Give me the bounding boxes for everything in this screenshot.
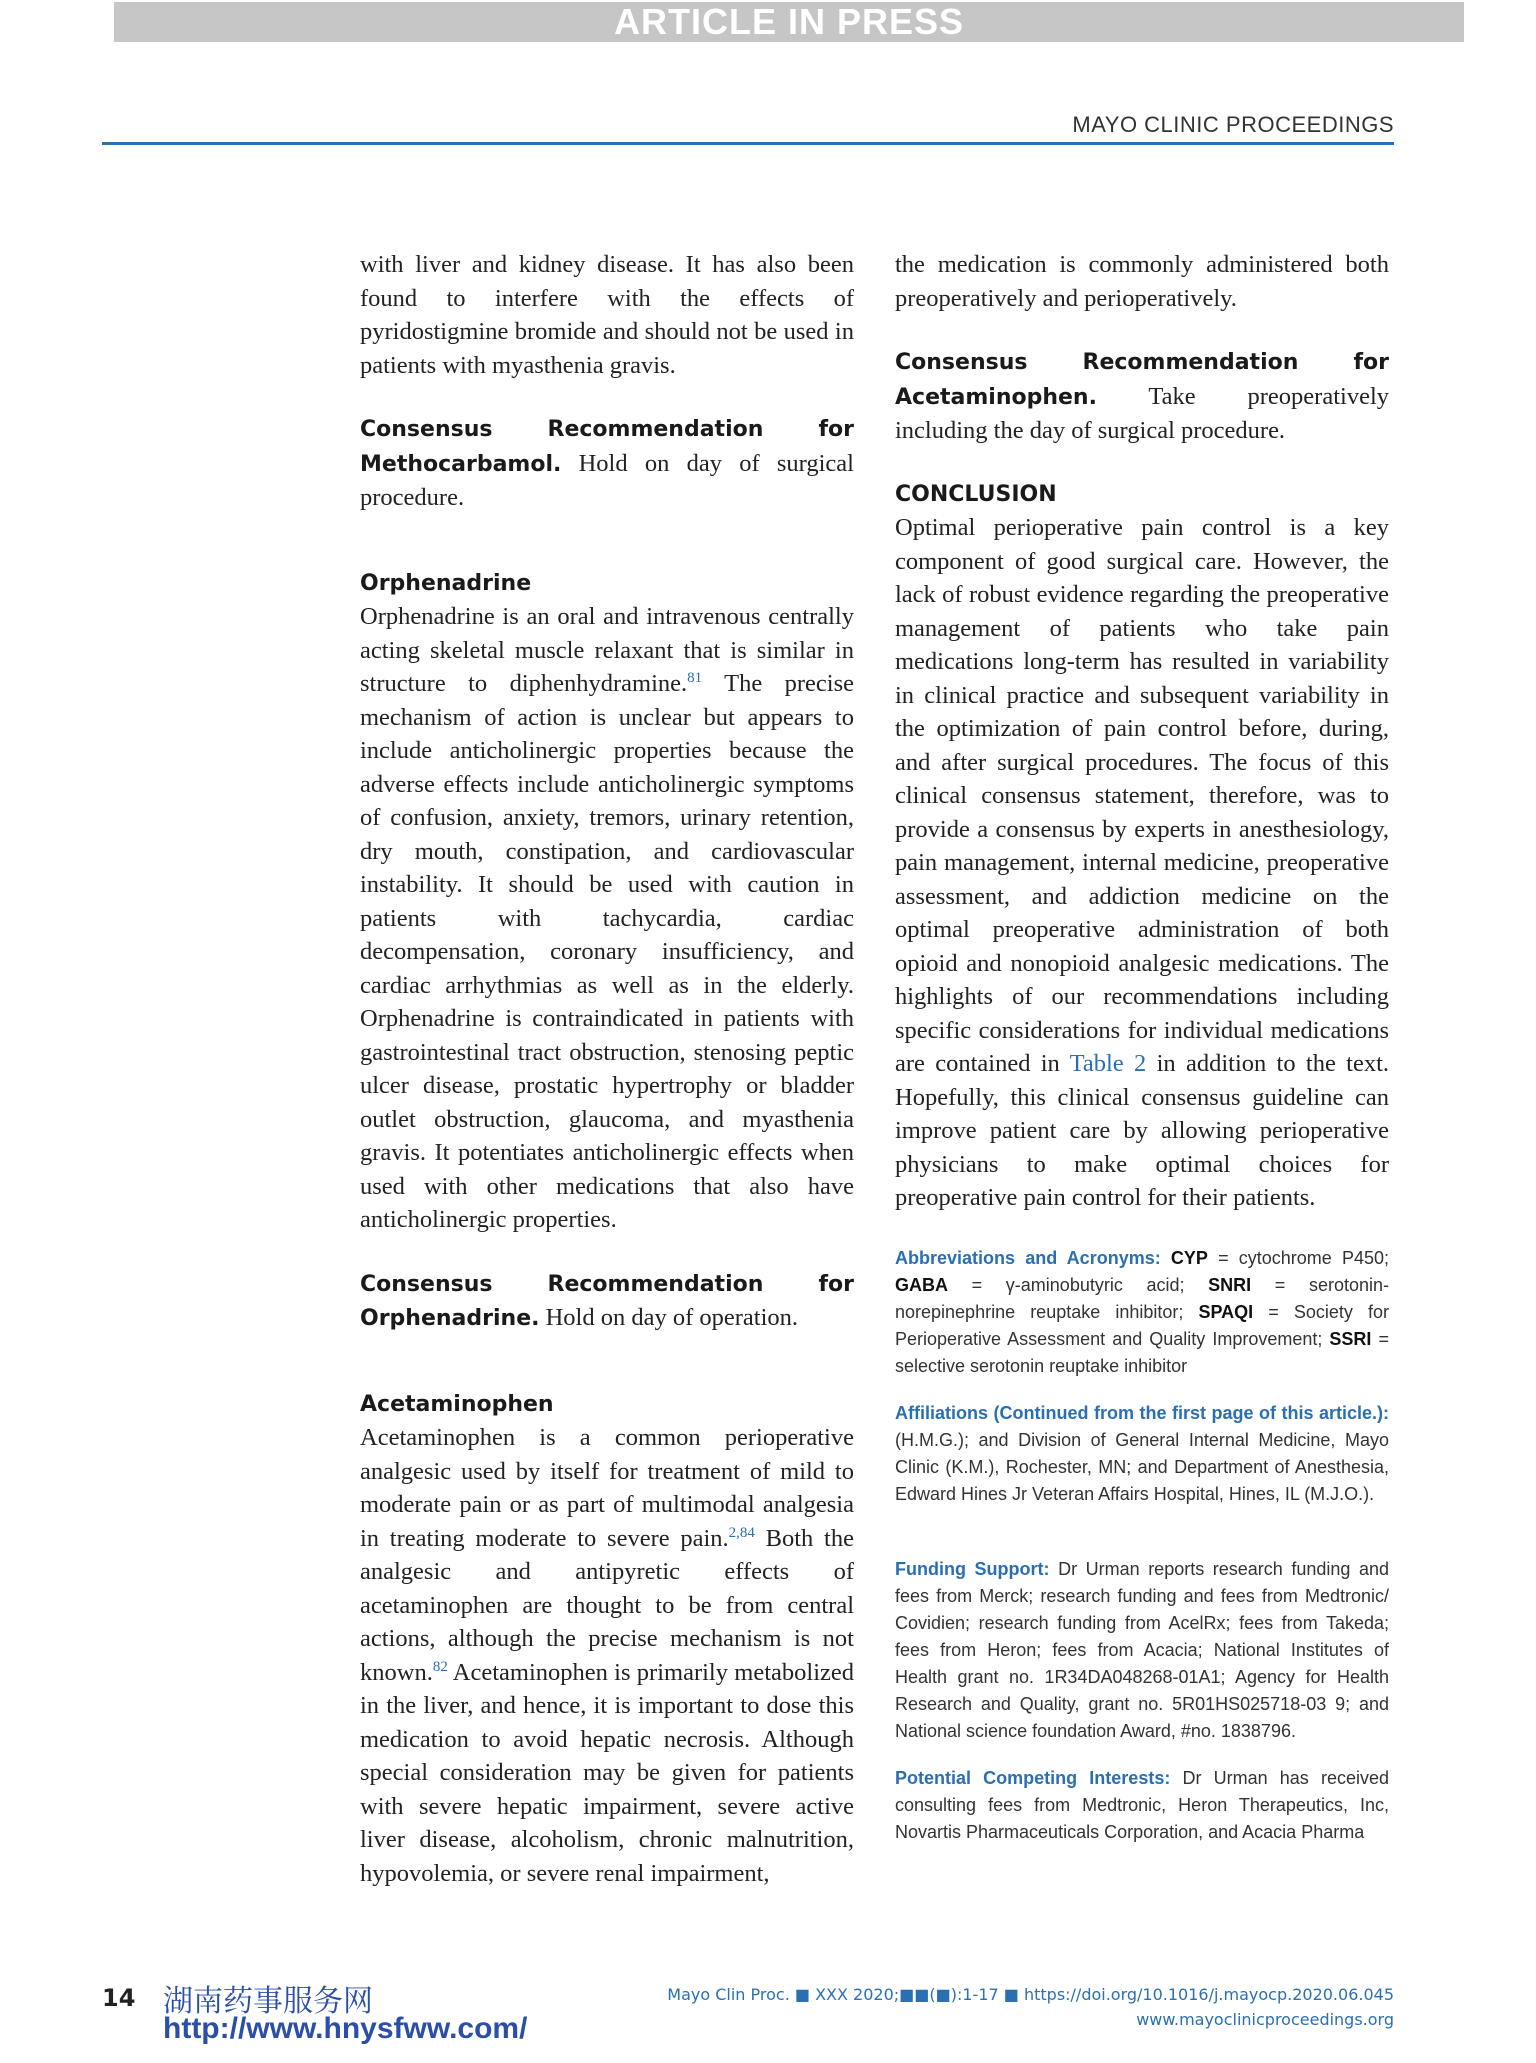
- acetaminophen-continued-paragraph: the medication is commonly administered both preoperatively and perioperatively.: [895, 251, 1389, 312]
- acetaminophen-heading: Acetaminophen: [360, 1391, 554, 1417]
- citation-ref[interactable]: 2,84: [728, 1524, 755, 1541]
- abbr-def: = cytochrome P450;: [1207, 1247, 1389, 1268]
- recommendation-label: Consensus Recommendation for Methocarbamol.: [360, 417, 854, 477]
- conclusion-text-a: Optimal perioperative pain control is a key component of good surgical care. However, the lack of robust evidence regarding the preoperative management of patients who take pain medications long-term has resulted in variability in clinical practice and subsequent variability in the optimization of pain control before, during, and after surgical procedures. The focus of this clinical consensus statement, therefore, was to provide a consensus by experts in anesthesiology, pain management, internal medicine, preoperative assessment, and addiction medicine on the optimal preoperative administration of both opioid and nonopioid analgesic medications. The highlights of our recommendations including specific considerations for individual medications are contained in: [895, 514, 1389, 1077]
- abbr-term: CYP: [1170, 1247, 1208, 1268]
- abbr-def: = γ-aminobutyric acid;: [948, 1274, 1209, 1295]
- conclusion-text-b: in addition to the text. Hopefully, this clinical consensus guideline can improve patient care by allowing perioperative physicians to make optimal choices for preoperative pain control for their patients.: [895, 1050, 1390, 1211]
- citation-ref[interactable]: 82: [432, 1658, 448, 1675]
- abbreviations-note: [895, 1245, 1389, 1380]
- methocarbamol-paragraph: with liver and kidney disease. It has also been found to interfere with the effects of pyridostigmine bromide and should not be used in patients with myasthenia gravis.: [360, 251, 854, 379]
- competing-interests-note: [895, 1765, 1389, 1846]
- abbr-term: SNRI: [1208, 1274, 1252, 1295]
- recommendation-text: Hold on day of surgical procedure.: [360, 449, 854, 511]
- recommendation-label: Consensus Recommendation for Orphenadrine.: [360, 1271, 854, 1331]
- page-number: 14: [102, 1984, 136, 2012]
- abbr-def: = Society for Perioperative Assessment and Quality Improvement;: [895, 1301, 1389, 1349]
- conclusion-paragraph: [895, 511, 1389, 1215]
- citation-ref[interactable]: 81: [687, 669, 703, 686]
- acetaminophen-text-b: Both the analgesic and antipyretic effects of acetaminophen are thought to be from central actions, although the precise mechanism is not known.: [360, 1524, 854, 1686]
- footer-site-link[interactable]: www.mayoclinicproceedings.org: [1136, 2010, 1394, 2029]
- acetaminophen-paragraph: [360, 1421, 854, 1890]
- orphenadrine-text-a: Orphenadrine is an oral and intravenous centrally acting skeletal muscle relaxant that is similar in structure to diphenhydramine.: [360, 603, 854, 697]
- watermark-site-name: 湖南药事服务网: [163, 1984, 373, 2019]
- recommendation-label: Consensus Recommendation for Acetaminophen.: [895, 350, 1389, 410]
- header-rule: [102, 142, 1394, 145]
- abbr-def: = serotonin-norepinephrine reuptake inhibitor;: [895, 1274, 1389, 1322]
- right-column: [895, 248, 1389, 1846]
- funding-label: Funding Support:: [895, 1558, 1050, 1579]
- conclusion-heading: CONCLUSION: [895, 481, 1057, 507]
- footer-citation[interactable]: Mayo Clin Proc. ■ XXX 2020;■■(■):1-17 ■ https://doi.org/10.1016/j.mayocp.2020.06.045: [667, 1985, 1394, 2004]
- abbr-term: GABA: [895, 1274, 948, 1295]
- funding-text: Dr Urman reports research funding and fees from Merck; research funding and fees from Medtronic/ Covidien; research funding from AcelRx; fees from Takeda; fees from Heron; fees from Acacia; National Institutes of Health grant no. 1R34DA048268-01A1; Agency for Health Research and Quality, grant no. 5R01HS025718-03 9; and National science foundation Award, #no. 1838796.: [895, 1558, 1389, 1741]
- acetaminophen-text-c: Acetaminophen is primarily metabolized in the liver, and hence, it is important to dose this medication to avoid hepatic necrosis. Although special consideration may be given for patients with severe hepatic impairment, severe active liver disease, alcoholism, chronic malnutrition, hypovolemia, or severe renal impairment,: [360, 1658, 854, 1887]
- abbr-term: SSRI: [1329, 1328, 1372, 1349]
- abbr-def: = selective serotonin reuptake inhibitor: [895, 1328, 1389, 1376]
- journal-name: MAYO CLINIC PROCEEDINGS: [1072, 112, 1394, 137]
- competing-interests-label: Potential Competing Interests:: [895, 1767, 1171, 1788]
- orphenadrine-recommendation: [360, 1267, 854, 1336]
- funding-note: [895, 1556, 1389, 1745]
- acetaminophen-recommendation: [895, 345, 1389, 448]
- recommendation-text: Take preoperatively including the day of surgical procedure.: [895, 382, 1389, 444]
- watermark-url[interactable]: http://www.hnysfww.com/: [163, 2012, 528, 2045]
- methocarbamol-recommendation: [360, 412, 854, 515]
- article-in-press-banner: ARTICLE IN PRESS: [114, 2, 1464, 42]
- orphenadrine-text-b: The precise mechanism of action is unclear but appears to include anticholinergic properties because the adverse effects include anticholinergic symptoms of confusion, anxiety, tremors, urinary retention, dry mouth, constipation, and cardiovascular instability. It should be used with caution in patients with tachycardia, cardiac decompensation, coronary insufficiency, and cardiac arrhythmias as well as in the elderly. Orphenadrine is contraindicated in patients with gastrointestinal tract obstruction, stenosing peptic ulcer disease, prostatic hypertrophy or bladder outlet obstruction, glaucoma, and myasthenia gravis. It potentiates anticholinergic effects when used with other medications that also have anticholinergic properties.: [360, 670, 854, 1233]
- left-column: [360, 248, 854, 1890]
- table-link[interactable]: Table 2: [1069, 1050, 1147, 1077]
- orphenadrine-paragraph: [360, 600, 854, 1237]
- affiliations-text: (H.M.G.); and Division of General Internal Medicine, Mayo Clinic (K.M.), Rochester, MN; and Department of Anesthesia, Edward Hines Jr Veteran Affairs Hospital, Hines, IL (M.J.O.).: [895, 1429, 1389, 1504]
- abbr-term: SPAQI: [1198, 1301, 1254, 1322]
- orphenadrine-heading: Orphenadrine: [360, 570, 532, 596]
- abbreviations-label: Abbreviations and Acronyms:: [895, 1247, 1161, 1268]
- acetaminophen-text-a: Acetaminophen is a common perioperative analgesic used by itself for treatment of mild to moderate pain or as part of multimodal analgesia in treating moderate to severe pain.: [360, 1424, 854, 1552]
- competing-interests-text: Dr Urman has received consulting fees from Medtronic, Heron Therapeutics, Inc, Novartis Pharmaceuticals Corporation, and Acacia Pharma: [895, 1767, 1389, 1842]
- affiliations-label: Affiliations (Continued from the first page of this article.):: [895, 1402, 1389, 1423]
- recommendation-text: Hold on day of operation.: [539, 1304, 799, 1331]
- affiliations-note: [895, 1400, 1389, 1508]
